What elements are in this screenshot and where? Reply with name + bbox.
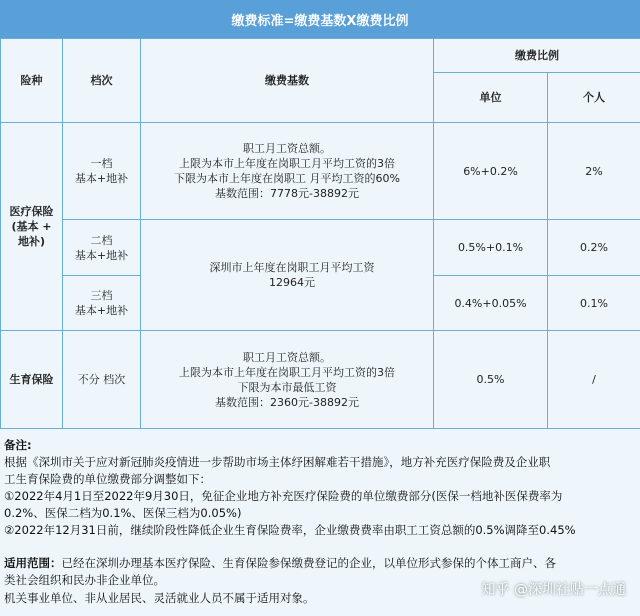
- tier3-unit-rate: 0.4%+0.05%: [434, 276, 548, 331]
- tier3-personal-rate: 0.1%: [548, 276, 640, 331]
- tier1-base-line4: 基数范围：7778元-38892元: [141, 186, 433, 201]
- page-title: 缴费标准=缴费基数X缴费比例: [0, 0, 640, 38]
- tier1-base-line1: 职工月工资总额。: [141, 141, 433, 156]
- medical-type-line1: 医疗保险: [1, 204, 62, 219]
- tier1-base-line3: 下限为本市上年度在岗职工 月平均工资的60%: [141, 171, 433, 186]
- header-row: [1, 39, 640, 73]
- tier2-level-line2: 基本+地补: [63, 248, 140, 263]
- notes-line2: 工生育保险费的单位缴费部分调整如下：: [4, 471, 211, 487]
- tier1-base-line2: 上限为本市上年度在岗职工月平均工资的3倍: [141, 156, 433, 171]
- maternity-base-line4: 基数范围：2360元-38892元: [141, 395, 433, 410]
- maternity-base-line2: 上限为本市上年度在岗职工月平均工资的3倍: [141, 365, 433, 380]
- fee-table: [0, 38, 640, 429]
- medical-tier2-row: [1, 220, 640, 276]
- watermark: 知乎 @深圳社贴一点通: [482, 579, 626, 599]
- scope-line1-wrap: [4, 555, 556, 571]
- maternity-level: 不分 档次: [63, 331, 141, 429]
- tier1-base-cell: [141, 123, 434, 220]
- maternity-row: [1, 331, 640, 429]
- scope-label: 适用范围：: [4, 556, 62, 570]
- tier1-level-line1: 一档: [63, 156, 140, 171]
- tier3-level-line1: 三档: [63, 288, 140, 303]
- notes-line4: 0.2%、医保二档为0.1%、医保三档为0.05%): [4, 505, 241, 521]
- medical-type-line2: (基本 +: [1, 219, 62, 234]
- header-type: 险种: [1, 39, 63, 123]
- maternity-base-line1: 职工月工资总额。: [141, 350, 433, 365]
- header-unit: 单位: [434, 73, 548, 123]
- tier2-level-cell: [63, 220, 141, 276]
- maternity-base-line3: 下限为本市最低工资: [141, 380, 433, 395]
- tier1-level-cell: [63, 123, 141, 220]
- tier23-base-cell: [141, 220, 434, 331]
- medical-type-line3: 地补): [1, 234, 62, 249]
- notes-label: 备注:: [4, 437, 32, 453]
- medical-tier1-row: [1, 123, 640, 220]
- tier1-personal-rate: 2%: [548, 123, 640, 220]
- scope-line2: 类社会组织和民办非企业单位。: [4, 572, 165, 588]
- notes-line5: ②2022年12月31日前，继续阶段性降低企业生育保险费率，企业缴费费率由职工工资总额的0.5%调降至0.45%: [4, 522, 576, 538]
- notes-line3: ①2022年4月1日至2022年9月30日，免征企业地方补充医疗保险费的单位缴费部分(医保一档地补医保费率为: [4, 488, 562, 504]
- tier1-unit-rate: 6%+0.2%: [434, 123, 548, 220]
- tier23-base-line2: 12964元: [151, 275, 433, 290]
- tier1-level-line2: 基本+地补: [63, 171, 140, 186]
- header-base: 缴费基数: [141, 39, 434, 123]
- tier2-personal-rate: 0.2%: [548, 220, 640, 276]
- scope-line1: 已经在深圳办理基本医疗保险、生育保险参保缴费登记的企业，以单位形式参保的个体工商户、各: [62, 556, 557, 570]
- tier3-level-line2: 基本+地补: [63, 303, 140, 318]
- header-personal: 个人: [548, 73, 640, 123]
- tier3-level-cell: [63, 276, 141, 331]
- tier23-base-line1: 深圳市上年度在岗职工月平均工资: [151, 260, 433, 275]
- maternity-personal-rate: /: [548, 331, 640, 429]
- tier2-unit-rate: 0.5%+0.1%: [434, 220, 548, 276]
- tier2-level-line1: 二档: [63, 233, 140, 248]
- notes-line1: 根据《深圳市关于应对新冠肺炎疫情进一步帮助市场主体纾困解难若干措施》，地方补充医疗保险费及企业职: [4, 454, 550, 470]
- header-level: 档次: [63, 39, 141, 123]
- maternity-type: 生育保险: [1, 331, 63, 429]
- header-ratio: 缴费比例: [434, 39, 640, 73]
- maternity-base-cell: [141, 331, 434, 429]
- medical-type-cell: [1, 123, 63, 331]
- maternity-unit-rate: 0.5%: [434, 331, 548, 429]
- scope-line3: 机关事业单位、非从业居民、灵活就业人员不属于适用对象。: [4, 590, 315, 606]
